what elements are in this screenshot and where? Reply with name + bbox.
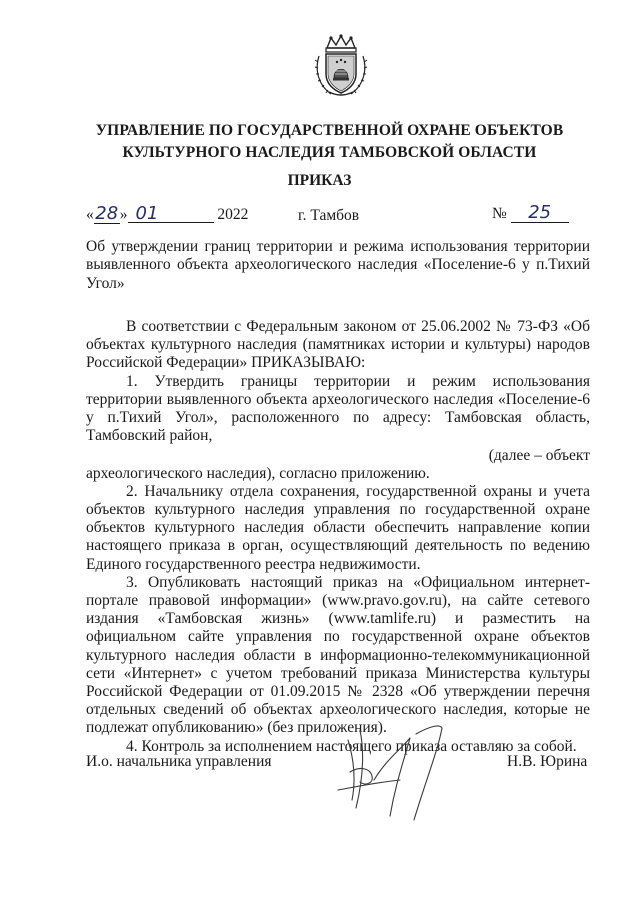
signatory-position: И.о. начальника управления [86, 753, 272, 770]
date-open-quote: « [86, 206, 94, 223]
signatory-name: Н.В. Юрина [507, 753, 588, 770]
date-day: 28 [95, 203, 119, 224]
body-item-3: 3. Опубликовать настоящий приказ на «Официальном интернет-портале правовой информации» (www.pravo.gov.ru), на сайте сетевого издания «Тамбовская жизнь» (www.tamlife.ru) и разместить на официальном сайте управления по государственной охране объектов культурного наследия области в информационно-телекоммуникационной сети «Интернет» с учетом требований приказа Министерства культуры Российской Федерации от 01.09.2015 № 2328 «Об утверждении перечня отдельных сведений об объектах археологического наследия, которые не подлежат опубликованию» (без приложения). [86, 573, 590, 737]
body-item-1-end: археологического наследия), согласно приложению. [86, 464, 430, 482]
order-date [86, 205, 248, 224]
order-body [86, 318, 590, 756]
body-intro: В соответствии с Федеральным законом от 25.06.2002 № 73-ФЗ «Об объектах культурного наследия (памятниках истории и культуры) народов Российской Федерации» ПРИКАЗЫВАЮ: [86, 318, 590, 372]
handwritten-signature-icon [330, 720, 470, 830]
body-item-2: 2. Начальнику отдела сохранения, государственной охраны и учета объектов культурного наследия управления по государственной охране объектов культурного наследия области обеспечить направление копии настоящего приказа в орган, осуществляющий деятельность по ведению Единого государственного реестра недвижимости. [86, 482, 590, 573]
date-month: 01 [135, 203, 159, 224]
order-subject: Об утверждении границ территории и режима использования территории выявленного объекта археологического наследия «Поселение-6 у п.Тихий Угол» [86, 238, 590, 292]
body-item-1-text: 1. Утвердить границы территории и режим использования территории выявленного объекта археологического наследия «Поселение-6 у п.Тихий Угол», расположенного по адресу: Тамбовская область, Тамбовский район, [86, 372, 590, 445]
number-label: № [492, 205, 507, 222]
date-close-quote: » [119, 206, 128, 223]
organization-name [60, 120, 599, 164]
order-city: г. Тамбов [298, 207, 360, 224]
date-year: 2022 [217, 206, 249, 223]
body-item-1-continuation: (далее – объект [488, 447, 590, 465]
organization-name-line1: УПРАВЛЕНИЕ ПО ГОСУДАРСТВЕННОЙ ОХРАНЕ ОБЪЕКТОВ [95, 122, 564, 139]
number-value: 25 [528, 202, 552, 223]
body-item-1 [86, 373, 590, 466]
order-number [492, 204, 569, 223]
coat-of-arms-icon [313, 34, 369, 98]
organization-name-line2: КУЛЬТУРНОГО НАСЛЕДИЯ ТАМБОВСКОЙ ОБЛАСТИ [122, 144, 537, 161]
body-item-4: 4. Контроль за исполнением настоящего приказа оставляю за собой. [126, 737, 577, 755]
document-type: ПРИКАЗ [287, 172, 352, 189]
